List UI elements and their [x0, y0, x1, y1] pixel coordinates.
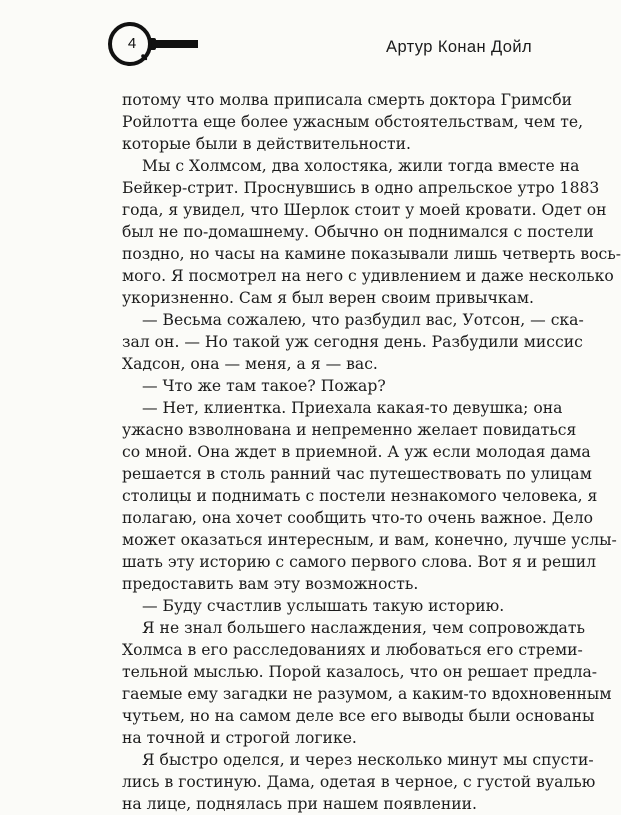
- text-line: которые были в действительности.: [122, 135, 412, 153]
- text-line: Ройлотта еще более ужасным обстоятельствам, чем те,: [122, 113, 584, 131]
- text-line: зал он. — Но такой уж сегодня день. Разбудили миссис: [122, 333, 583, 351]
- text-line: — Весьма сожалею, что разбудил вас, Уотсон, — ска-: [142, 311, 584, 329]
- text-line: лись в гостиную. Дама, одетая в черное, с густой вуалью: [122, 773, 596, 791]
- page-number: 4: [127, 35, 137, 52]
- text-line: мого. Я посмотрел на него с удивлением и даже несколько: [122, 267, 614, 285]
- text-line: Я быстро оделся, и через несколько минут мы спусти-: [142, 751, 594, 769]
- text-line: на лице, поднялась при нашем появлении.: [122, 795, 478, 813]
- text-line: столицы и поднимать с постели незнакомого человека, я: [122, 487, 598, 505]
- text-line: гаемые ему загадки не разумом, а каким-то вдохновенным: [122, 685, 612, 703]
- running-head-author: Артур Конан Дойл: [386, 38, 532, 56]
- magnifier-handle: [152, 40, 198, 48]
- text-line: чутьем, но на самом деле все его выводы были основаны: [122, 707, 595, 725]
- text-line: со мной. Она ждет в приемной. А уж если молодая дама: [122, 443, 591, 461]
- text-line: Мы с Холмсом, два холостяка, жили тогда вместе на: [142, 157, 580, 175]
- text-line: тельной мыслью. Порой казалось, что он решает предла-: [122, 663, 598, 681]
- text-line: предоставить вам эту возможность.: [122, 575, 419, 593]
- text-line: — Нет, клиентка. Приехала какая-то девушка; она: [142, 399, 563, 417]
- text-line: был не по-домашнему. Обычно он поднимался с постели: [122, 223, 594, 241]
- text-line: Бейкер-стрит. Проснувшись в одно апрельское утро 1883: [122, 179, 600, 197]
- text-line: укоризненно. Сам я был верен своим привычкам.: [122, 289, 535, 307]
- text-line: поздно, но часы на камине показывали лишь четверть вось-: [122, 245, 621, 263]
- text-line: полагаю, она хочет сообщить что-то очень важное. Дело: [122, 509, 594, 527]
- text-line: решается в столь ранний час путешествовать по улицам: [122, 465, 592, 483]
- body-text: [122, 89, 621, 815]
- text-line: на точной и строгой логике.: [122, 729, 357, 747]
- text-line: ужасно взволнована и непременно желает повидаться: [122, 421, 577, 439]
- text-line: Холмса в его расследованиях и любоваться его стреми-: [122, 641, 583, 659]
- text-line: Я не знал большего наслаждения, чем сопровождать: [142, 619, 585, 637]
- text-line: шать эту историю с самого первого слова. Вот я и решил: [122, 553, 597, 571]
- text-line: — Что же там такое? Пожар?: [142, 377, 386, 395]
- text-line: — Буду счастлив услышать такую историю.: [142, 597, 505, 615]
- page-number-emblem: [106, 18, 202, 70]
- text-line: Хадсон, она — меня, а я — вас.: [122, 355, 378, 373]
- text-line: может оказаться интересным, и вам, конечно, лучше услы-: [122, 531, 617, 549]
- page-header: [0, 0, 600, 80]
- text-line: потому что молва приписала смерть доктора Гримсби: [122, 91, 573, 109]
- text-line: года, я увидел, что Шерлок стоит у моей кровати. Одет он: [122, 201, 607, 219]
